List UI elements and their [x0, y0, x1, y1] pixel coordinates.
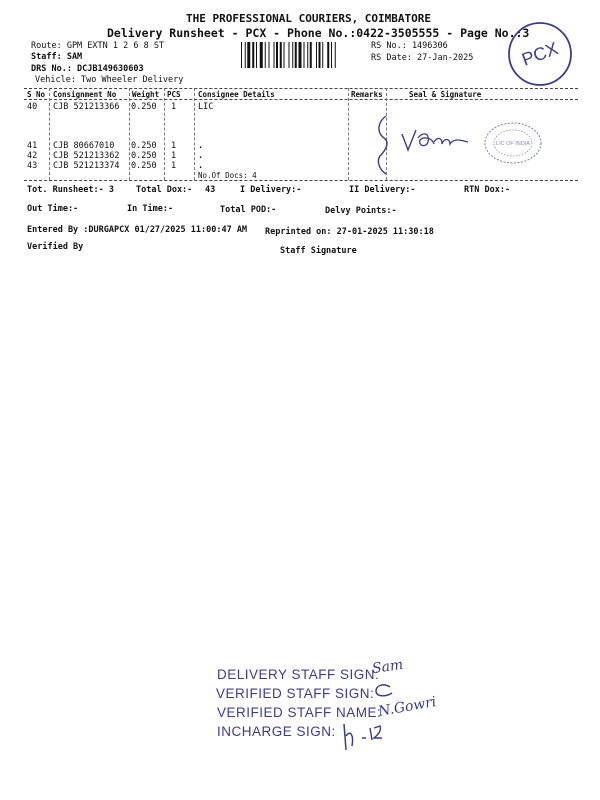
staff-signature: Staff Signature [280, 246, 357, 256]
table-row-consignment: CJB 521213362 [53, 151, 120, 161]
table-row-weight: 0.250 [131, 161, 157, 171]
rs-number: RS No.: 1496306 [371, 41, 448, 51]
barcode-bar [265, 42, 266, 68]
total-dox-label: Total Dox:- [136, 185, 193, 195]
vehicle: Vehicle: Two Wheeler Delivery [35, 75, 184, 85]
table-row-sno: 42 [27, 151, 38, 161]
barcode-bar [316, 42, 317, 68]
table-bottom-rule [24, 180, 578, 181]
barcode-bar [322, 42, 323, 68]
rs-date: RS Date: 27-Jan-2025 [371, 53, 474, 63]
col-header-sno: S No [27, 90, 46, 99]
route: Route: GPM EXTN 1 2 6 8 ST [31, 41, 165, 51]
verified-staff-name-handwriting: N.Gowri [377, 694, 438, 720]
barcode-bar [299, 42, 302, 68]
total-runsheet: Tot. Runsheet:- 3 [27, 185, 114, 195]
barcode-bar [241, 42, 242, 68]
col-header-weight: Weight [132, 90, 160, 99]
table-row-consignment: CJB 521213366 [53, 102, 120, 112]
barcode-bar [280, 42, 282, 68]
table-row-sno: 43 [27, 161, 38, 171]
col-header-remarks: Remarks [351, 90, 383, 99]
barcode-bar [247, 42, 250, 68]
table-row-consignment: CJB 521213374 [53, 161, 120, 171]
table-row-consignee: LIC [198, 102, 214, 112]
table-row-consignment: CJB 80667010 [53, 141, 115, 151]
table-row-pcs: 1 [171, 161, 177, 171]
col-header-consignment: Consignment No [53, 90, 117, 99]
col-header-seal: Seal & Signature [409, 90, 482, 99]
table-col-divider [348, 88, 349, 180]
table-top-rule [24, 88, 578, 89]
verified-staff-signature [372, 683, 396, 699]
company-seal-text: LIC OF INDIA [496, 141, 530, 147]
company-name: THE PROFESSIONAL COURIERS, COIMBATORE [186, 12, 432, 25]
col-header-pcs: PCS [167, 90, 181, 99]
rtn-dox: RTN Dox:- [464, 185, 511, 195]
total-dox-value: 43 [205, 185, 216, 195]
barcode-bar [245, 42, 246, 68]
barcode-bar [292, 42, 293, 68]
table-col-divider [129, 88, 130, 180]
reprinted-on: Reprinted on: 27-01-2025 11:30:18 [265, 227, 434, 237]
i-delivery: I Delivery:- [240, 185, 302, 195]
table-row-pcs: 1 [171, 102, 177, 112]
drs-number: DRS No.: DCJB149630603 [31, 64, 144, 74]
verified-staff-sign-label: VERIFIED STAFF SIGN: [216, 686, 375, 701]
incharge-sign-label: INCHARGE SIGN: [217, 724, 336, 739]
barcode-bar [276, 42, 278, 68]
pcx-stamp-text: PCX [519, 38, 561, 70]
recipient-signature [372, 108, 492, 188]
company-seal [480, 117, 546, 169]
runsheet-title: Delivery Runsheet - PCX - Phone No.:0422-3505555 - Page No.:3 [107, 26, 530, 40]
barcode [241, 42, 367, 68]
table-col-divider [164, 88, 165, 180]
entered-by: Entered By :DURGAPCX 01/27/2025 11:00:47 AM [27, 225, 248, 235]
col-header-consignee: Consignee Details [198, 90, 275, 99]
delivery-staff-sign-label: DELIVERY STAFF SIGN: [217, 667, 380, 682]
delivery-staff-handwriting: Sam [371, 656, 405, 678]
delvy-points: Delvy Points:- [325, 206, 397, 216]
table-row-pcs: 1 [171, 141, 177, 151]
barcode-bar [304, 42, 305, 68]
table-row-consignee: . [198, 141, 204, 151]
pcx-stamp [506, 20, 574, 88]
barcode-bar [260, 42, 263, 68]
table-header-rule [24, 99, 578, 100]
barcode-bar [252, 42, 254, 68]
barcode-bar [295, 42, 297, 68]
barcode-bar [327, 42, 329, 68]
ii-delivery: II Delivery:- [349, 185, 416, 195]
table-row-consignee: . [198, 151, 204, 161]
no-of-docs: No.Of Docs: 4 [198, 171, 257, 180]
barcode-bar [284, 42, 285, 68]
table-row-consignee: . [198, 161, 204, 171]
barcode-bar [307, 42, 308, 68]
table-row-sno: 40 [27, 102, 38, 112]
table-row-weight: 0.250 [131, 151, 157, 161]
barcode-bar [319, 42, 321, 68]
barcode-bar [269, 42, 270, 68]
table-row-weight: 0.250 [131, 141, 157, 151]
total-pod: Total POD:- [220, 205, 277, 215]
verified-by: Verified By [27, 242, 84, 252]
barcode-bar [335, 42, 336, 68]
staff: Staff: SAM [31, 52, 83, 62]
table-row-weight: 0.250 [131, 102, 157, 112]
out-time: Out Time:- [27, 204, 79, 214]
table-row-sno: 41 [27, 141, 38, 151]
barcode-bar [331, 42, 332, 68]
table-row-pcs: 1 [171, 151, 177, 161]
incharge-signature [336, 716, 386, 756]
verified-staff-name-label: VERIFIED STAFF NAME: [217, 705, 382, 720]
table-col-divider [194, 88, 195, 180]
table-col-divider [49, 88, 50, 180]
barcode-bar [310, 42, 312, 68]
in-time: In Time:- [127, 204, 174, 214]
barcode-bar [256, 42, 257, 68]
barcode-bar [289, 42, 290, 68]
barcode-bar [274, 42, 275, 68]
